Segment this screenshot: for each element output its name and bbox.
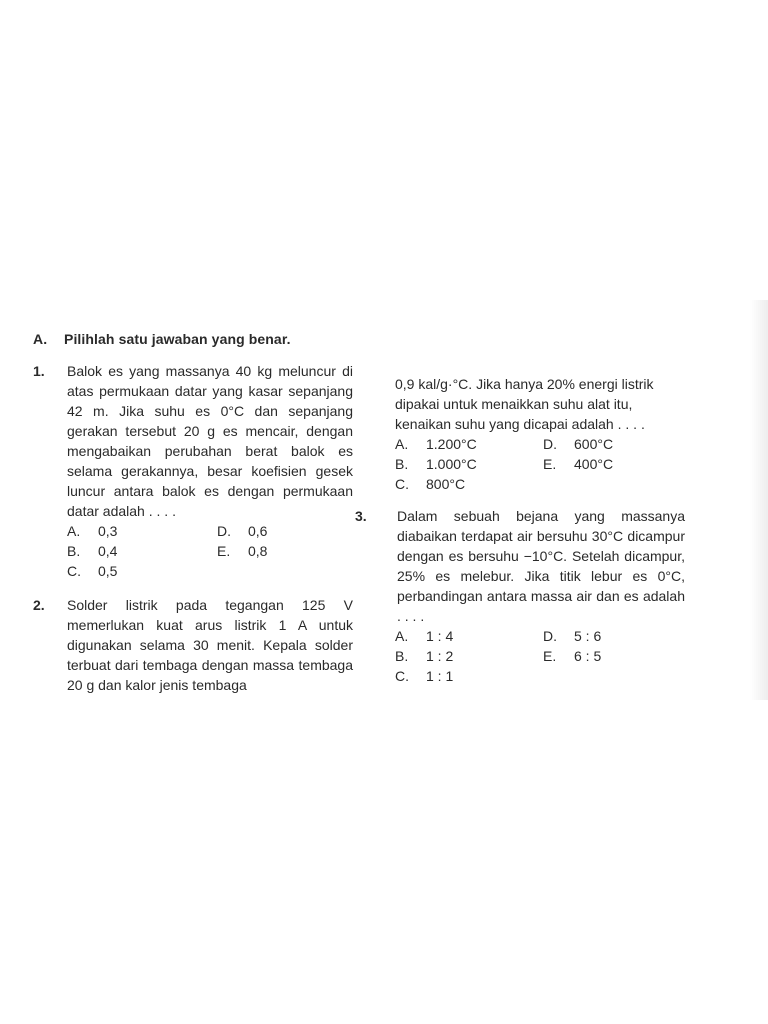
option[interactable] (67, 561, 217, 581)
option[interactable] (395, 646, 543, 666)
option-value: 0,8 (248, 543, 268, 559)
section-title: Pilihlah satu jawaban yang benar. (64, 331, 291, 347)
option-value: 800°C (426, 476, 466, 492)
option[interactable] (217, 521, 367, 541)
option-label: D. (217, 523, 231, 539)
question-text: Balok es yang massanya 40 kg meluncur di atas permukaan datar yang kasar sepanjang 42 m. Jika suhu es 0°C dan sepanjang gerakan tersebut 20 g es mencair, dengan mengabaikan perubahan berat balok es selama gerakannya, besar koefisien gesek luncur antara balok es dengan permukaan datar adalah . . . . (67, 363, 353, 519)
option[interactable] (67, 521, 217, 541)
right-column (355, 374, 685, 686)
option-label: E. (543, 648, 557, 664)
option-label: E. (543, 456, 557, 472)
option[interactable] (395, 626, 543, 646)
option[interactable] (395, 454, 543, 474)
option[interactable] (543, 454, 683, 474)
option-value: 0,3 (98, 523, 118, 539)
page-edge-shadow (750, 300, 768, 700)
option-label: A. (395, 436, 409, 452)
option-label: D. (543, 628, 557, 644)
option-value: 5 : 6 (574, 628, 602, 644)
option[interactable] (217, 541, 367, 561)
left-column (33, 361, 353, 695)
question-number: 2. (33, 597, 45, 613)
question-text: Dalam sebuah bejana yang massanya diabaikan terdapat air bersuhu 30°C dicampur dengan es bersuhu −10°C. Setelah dicampur, 25% es melebur. Jika titik lebur es 0°C, perbandingan antara massa air dan es adalah . . . . (397, 508, 685, 624)
question-1 (33, 361, 353, 581)
option-label: A. (67, 523, 81, 539)
option[interactable] (395, 666, 543, 686)
option[interactable] (543, 626, 683, 646)
option-label: C. (395, 668, 409, 684)
option-value: 1 : 1 (426, 668, 454, 684)
option-label: C. (395, 476, 409, 492)
option-label: A. (395, 628, 409, 644)
option-value: 1 : 2 (426, 648, 454, 664)
option[interactable] (395, 474, 543, 494)
option-label: E. (217, 543, 231, 559)
question-2 (33, 595, 353, 695)
question-3 (355, 506, 685, 686)
question-text-continued: 0,9 kal/g·°C. Jika hanya 20% energi listrik dipakai untuk menaikkan suhu alat itu, kenaikan suhu yang dicapai adalah . . . . (395, 376, 654, 432)
question-number: 1. (33, 363, 45, 379)
option-value: 0,6 (248, 523, 268, 539)
options-list (395, 434, 685, 494)
option-value: 400°C (574, 456, 614, 472)
options-list (67, 521, 353, 581)
option-label: D. (543, 436, 557, 452)
option-value: 600°C (574, 436, 614, 452)
option-label: B. (395, 456, 409, 472)
option-label: B. (67, 543, 81, 559)
option-value: 1.000°C (426, 456, 477, 472)
option-value: 0,5 (98, 563, 118, 579)
option-value: 0,4 (98, 543, 118, 559)
question-2-continuation (395, 374, 685, 434)
option[interactable] (543, 646, 683, 666)
option[interactable] (395, 434, 543, 454)
section-letter: A. (33, 331, 48, 347)
page-bottom-margin (0, 694, 768, 1024)
options-list (395, 626, 685, 686)
question-text: Solder listrik pada tegangan 125 V memerlukan kuat arus listrik 1 A untuk digunakan selama 30 menit. Kepala solder terbuat dari tembaga dengan massa tembaga 20 g dan kalor jenis tembaga (67, 597, 353, 693)
option-value: 1 : 4 (426, 628, 454, 644)
option-label: C. (67, 563, 81, 579)
option-value: 6 : 5 (574, 648, 602, 664)
question-number: 3. (355, 508, 367, 524)
section-header (33, 331, 291, 347)
option-label: B. (395, 648, 409, 664)
option[interactable] (543, 434, 683, 454)
option-value: 1.200°C (426, 436, 477, 452)
option[interactable] (67, 541, 217, 561)
